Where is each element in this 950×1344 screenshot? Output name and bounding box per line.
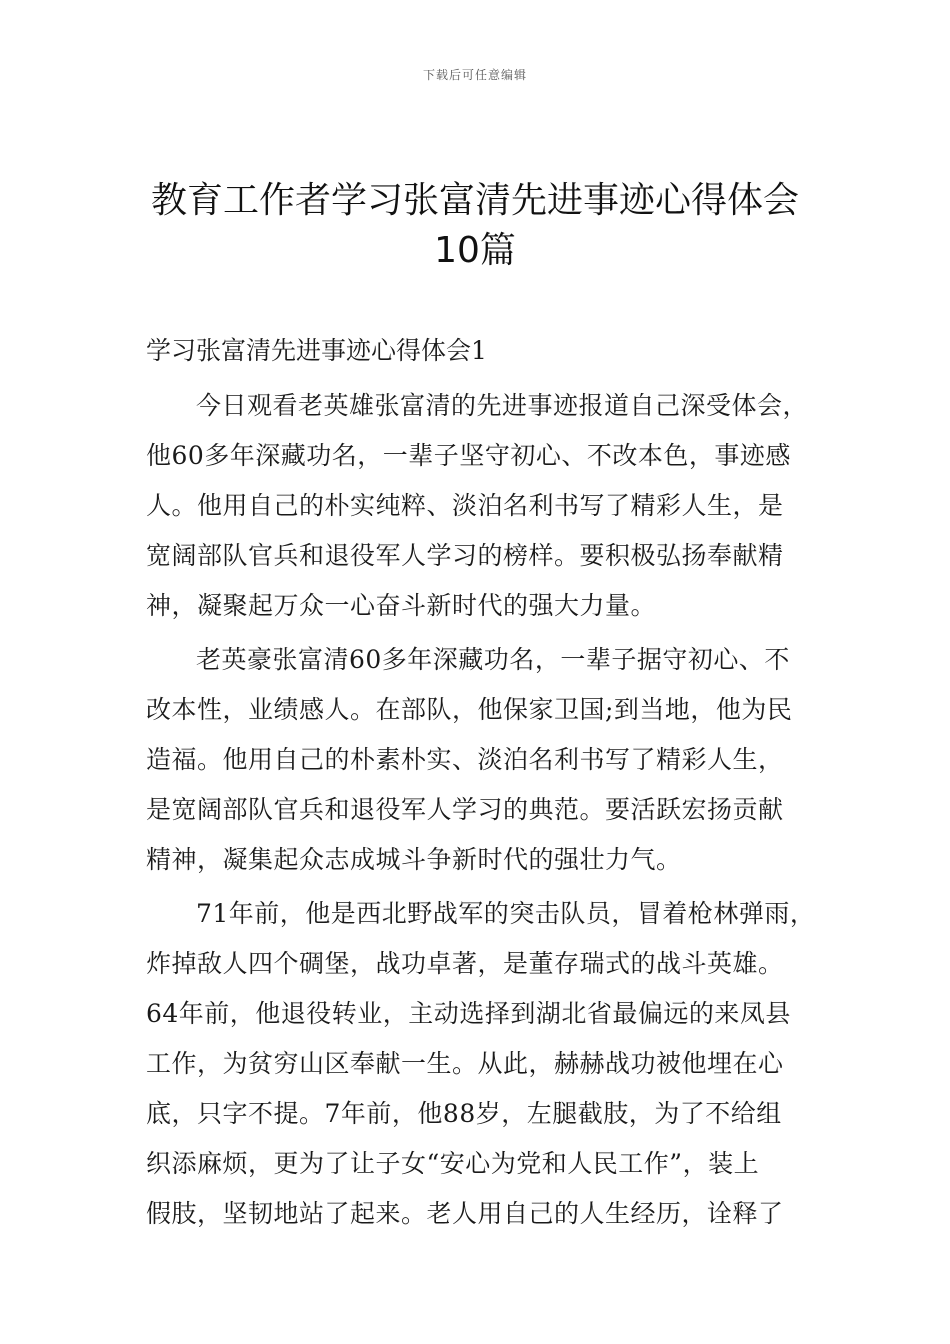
paragraph-line: 织添麻烦，更为了让子女“安心为党和人民工作”，装上	[146, 1149, 760, 1178]
section-heading: 学习张富清先进事迹心得体会1	[146, 336, 487, 365]
paragraph-line: 今日观看老英雄张富清的先进事迹报道自己深受体会，	[196, 391, 809, 420]
title-line-2: 10篇	[434, 230, 516, 271]
paragraph-line: 他60多年深藏功名，一辈子坚守初心、不改本色，事迹感	[146, 441, 791, 470]
paragraph-2	[146, 635, 836, 885]
paragraph-line: 老英豪张富清60多年深藏功名，一辈子据守初心、不	[196, 645, 790, 674]
paragraph-line: 炸掉敌人四个碉堡，战功卓著，是董存瑞式的战斗英雄。	[146, 949, 784, 978]
body-text	[146, 381, 836, 1243]
paragraph-line: 64年前，他退役转业，主动选择到湖北省最偏远的来凤县	[146, 999, 791, 1028]
document-title	[100, 176, 850, 276]
paragraph-line: 人。他用自己的朴实纯粹、淡泊名利书写了精彩人生，是	[146, 491, 784, 520]
header-note: 下载后可任意编辑	[422, 68, 527, 82]
paragraph-line: 底，只字不提。7年前，他88岁，左腿截肢，为了不给组	[146, 1099, 782, 1128]
paragraph-line: 造福。他用自己的朴素朴实、淡泊名利书写了精彩人生，	[146, 745, 784, 774]
paragraph-line: 改本性，业绩感人。在部队，他保家卫国;到当地，他为民	[146, 695, 793, 724]
paragraph-line: 假肢，坚韧地站了起来。老人用自己的人生经历，诠释了	[146, 1199, 784, 1228]
paragraph-line: 71年前，他是西北野战军的突击队员，冒着枪林弹雨，	[196, 899, 816, 928]
title-line-1: 教育工作者学习张富清先进事迹心得体会	[150, 180, 799, 221]
paragraph-1	[146, 381, 836, 631]
paragraph-line: 工作，为贫穷山区奉献一生。从此，赫赫战功被他埋在心	[146, 1049, 784, 1078]
paragraph-line: 精神，凝集起众志成城斗争新时代的强壮力气。	[146, 845, 682, 874]
paragraph-line: 神，凝聚起万众一心奋斗新时代的强大力量。	[146, 591, 657, 620]
paragraph-3	[146, 889, 836, 1239]
paragraph-line: 宽阔部队官兵和退役军人学习的榜样。要积极弘扬奉献精	[146, 541, 784, 570]
paragraph-line: 是宽阔部队官兵和退役军人学习的典范。要活跃宏扬贡献	[146, 795, 784, 824]
